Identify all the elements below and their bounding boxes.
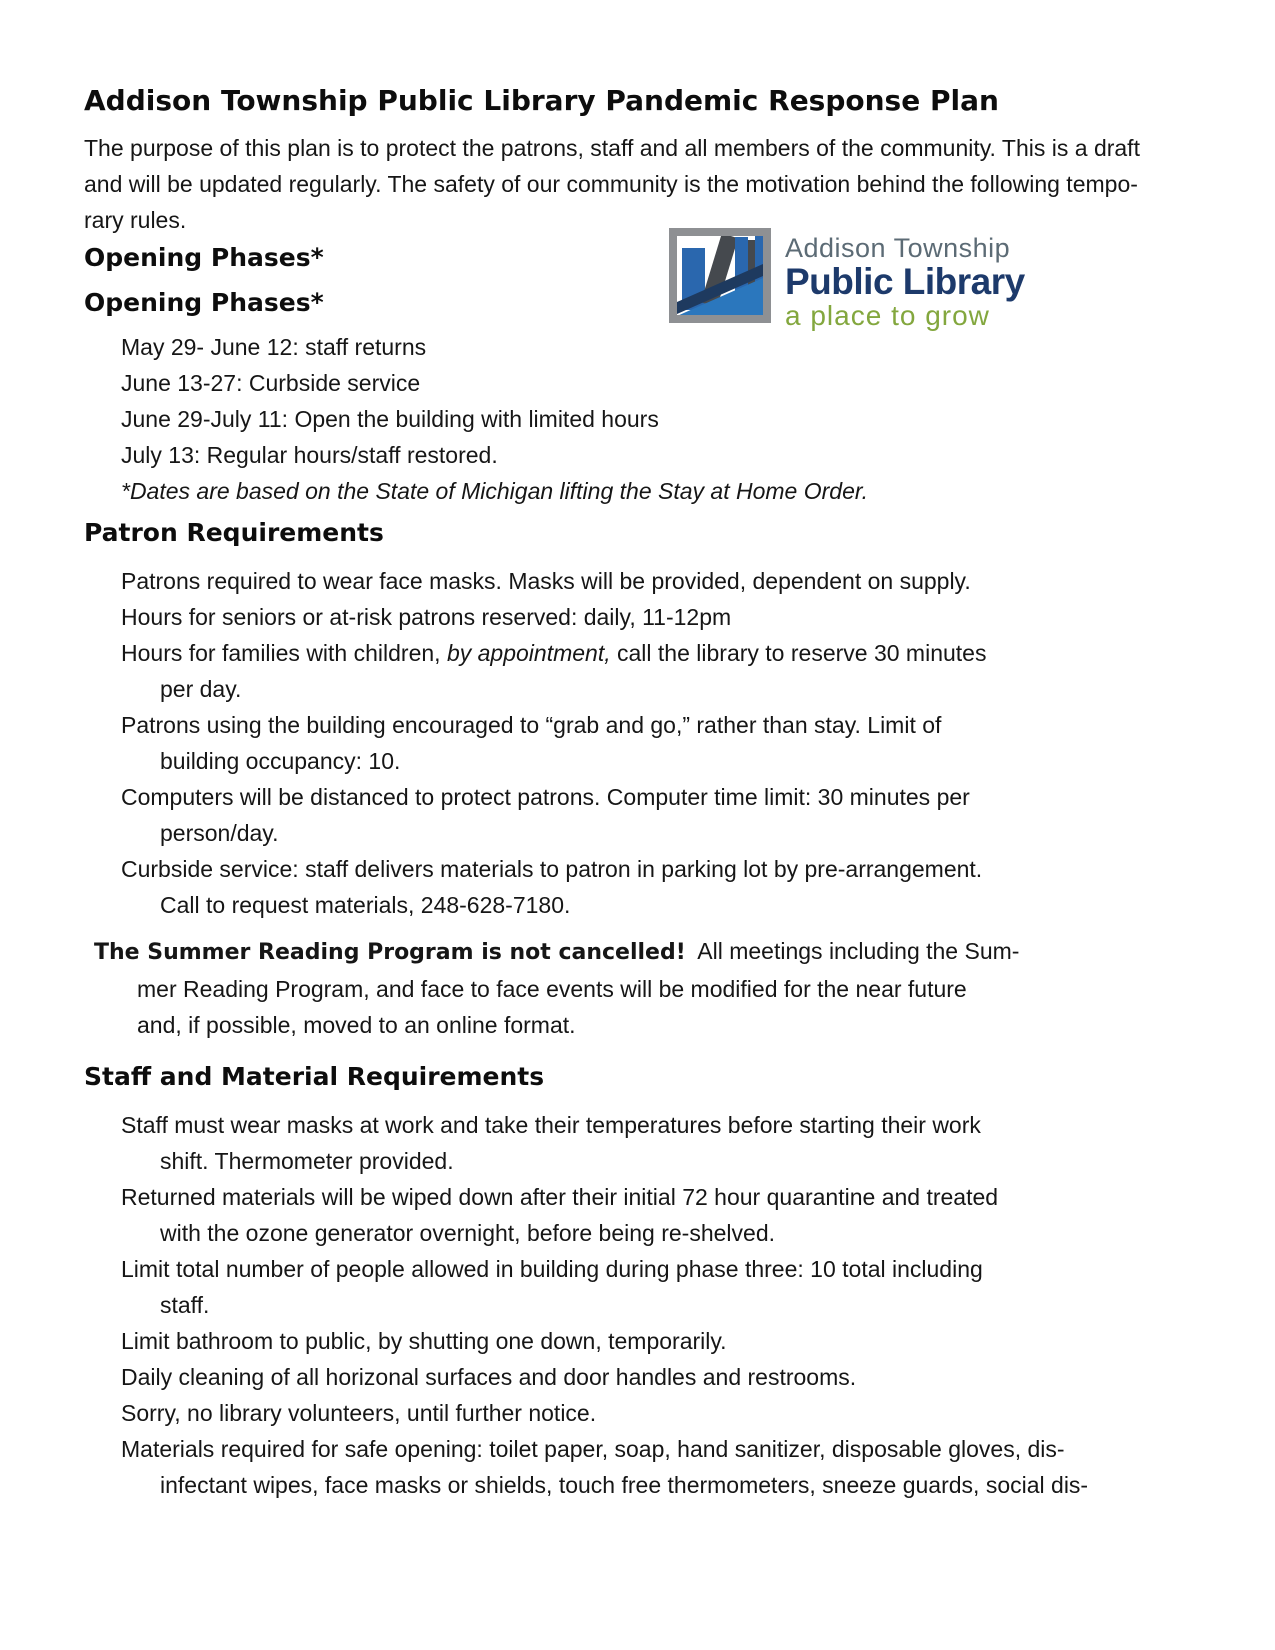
patron-item-masks: Patrons required to wear face masks. Masks will be provided, dependent on supply.	[121, 568, 971, 594]
library-logo	[669, 228, 1025, 331]
staff-item-returned-materials: Returned materials will be wiped down after their initial 72 hour quarantine and treated	[121, 1184, 999, 1210]
staff-item-limit-people-cont: staff.	[160, 1292, 210, 1318]
opening-phases-heading-repeat: Opening Phases*	[84, 288, 324, 317]
summer-reading-bold: The Summer Reading Program is not cancelled!	[94, 940, 686, 965]
staff-requirements-list	[84, 1107, 1215, 1503]
summer-reading-text: All meetings including the Sum-	[685, 938, 1020, 964]
page-title: Addison Township Public Library Pandemic Response Plan	[84, 84, 999, 117]
staff-item-returned-materials-cont: with the ozone generator overnight, before being re-shelved.	[160, 1220, 776, 1246]
phase-line: June 13-27: Curbside service	[121, 370, 421, 396]
staff-item-volunteers: Sorry, no library volunteers, until further notice.	[121, 1400, 597, 1426]
opening-phases-heading: Opening Phases*	[84, 243, 324, 272]
logo-tagline: a place to grow	[785, 300, 990, 331]
staff-item-masks-cont: shift. Thermometer provided.	[160, 1148, 454, 1174]
phase-line: May 29- June 12: staff returns	[121, 334, 427, 360]
phase-line: July 13: Regular hours/staff restored.	[121, 442, 498, 468]
patron-requirements-list	[84, 563, 1215, 1043]
intro-line: The purpose of this plan is to protect the patrons, staff and all members of the community. This is a draft	[84, 135, 1140, 161]
patron-item-families-cont: per day.	[160, 676, 242, 702]
patron-requirements-heading: Patron Requirements	[84, 518, 384, 547]
summer-reading-paragraph	[84, 933, 1215, 1043]
staff-item-limit-people: Limit total number of people allowed in building during phase three: 10 total including	[121, 1256, 983, 1282]
intro-line: rary rules.	[84, 207, 187, 233]
logo-library-name: Public Library	[785, 261, 1025, 302]
staff-item-cleaning: Daily cleaning of all horizonal surfaces and door handles and restrooms.	[121, 1364, 857, 1390]
staff-requirements-heading: Staff and Material Requirements	[84, 1062, 545, 1091]
summer-reading-line	[94, 933, 1215, 971]
patron-item-seniors: Hours for seniors or at-risk patrons reserved: daily, 11-12pm	[121, 604, 732, 630]
staff-item-materials-cont: infectant wipes, face masks or shields, touch free thermometers, sneeze guards, social dis-	[160, 1472, 1089, 1498]
patron-item-grab-and-go-cont: building occupancy: 10.	[160, 748, 401, 774]
phase-list	[84, 329, 1215, 509]
patron-item-families	[121, 635, 1215, 671]
families-text: call the library to reserve 30 minutes	[610, 640, 987, 666]
intro-line: and will be updated regularly. The safety of our community is the motivation behind the following tempo-	[84, 171, 1138, 197]
patron-item-computers: Computers will be distanced to protect patrons. Computer time limit: 30 minutes per	[121, 784, 970, 810]
staff-item-materials: Materials required for safe opening: toilet paper, soap, hand sanitizer, disposable gloves, dis-	[121, 1436, 1065, 1462]
patron-item-curbside: Curbside service: staff delivers materials to patron in parking lot by pre-arrangement.	[121, 856, 983, 882]
intro-paragraph	[84, 130, 1215, 238]
patron-item-grab-and-go: Patrons using the building encouraged to “grab and go,” rather than stay. Limit of	[121, 712, 942, 738]
opening-phases-section	[84, 242, 1215, 509]
patron-item-computers-cont: person/day.	[160, 820, 279, 846]
staff-item-masks: Staff must wear masks at work and take their temperatures before starting their work	[121, 1112, 981, 1138]
logo-township-name: Addison Township	[785, 233, 1011, 263]
families-text: Hours for families with children,	[121, 640, 447, 666]
summer-reading-line: mer Reading Program, and face to face events will be modified for the near future	[137, 976, 967, 1002]
patron-item-curbside-cont: Call to request materials, 248-628-7180.	[160, 892, 571, 918]
staff-item-bathroom: Limit bathroom to public, by shutting one down, temporarily.	[121, 1328, 727, 1354]
summer-reading-line: and, if possible, moved to an online format.	[137, 1012, 576, 1038]
library-logo-icon	[669, 228, 771, 323]
phases-footnote: *Dates are based on the State of Michigan lifting the Stay at Home Order.	[121, 478, 869, 504]
library-logo-wordmark	[785, 234, 1025, 331]
phase-line: June 29-July 11: Open the building with limited hours	[121, 406, 659, 432]
by-appointment-emphasis: by appointment,	[446, 640, 611, 666]
